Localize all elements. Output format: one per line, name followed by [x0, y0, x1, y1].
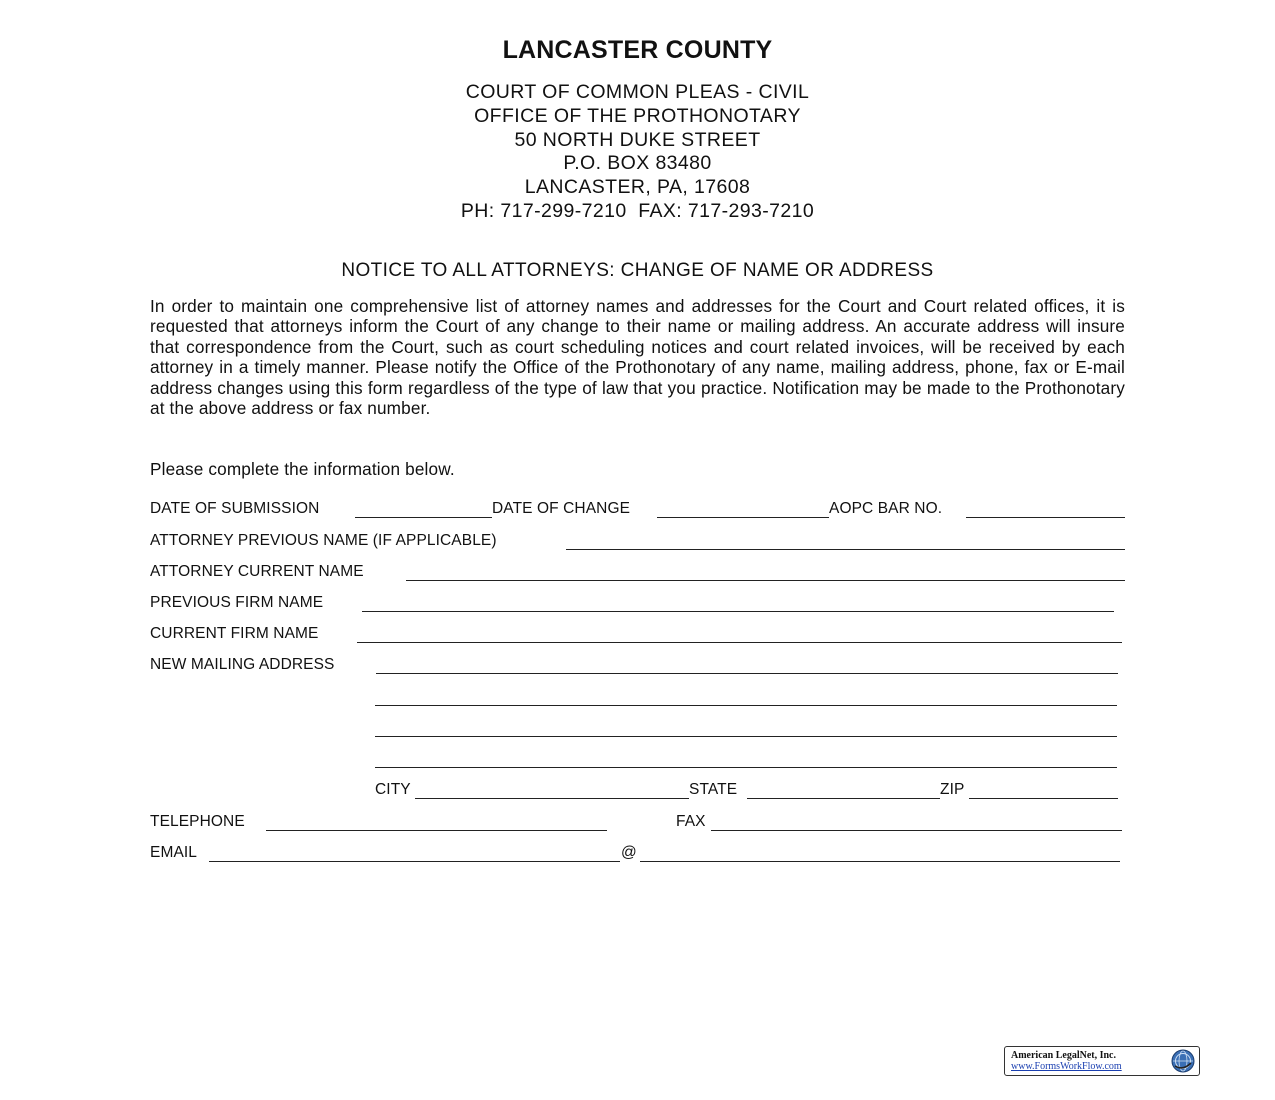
- aopc-bar-no-field[interactable]: [966, 517, 1125, 518]
- city-label: CITY: [375, 781, 411, 798]
- state-label: STATE: [689, 781, 738, 798]
- attorney-current-name-field[interactable]: [406, 580, 1125, 581]
- po-box: P.O. BOX 83480: [563, 152, 712, 175]
- attorney-previous-name-row: [0, 532, 1275, 554]
- fax-field[interactable]: [711, 830, 1122, 831]
- attorney-previous-name-field[interactable]: [566, 549, 1125, 550]
- office-name: OFFICE OF THE PROTHONOTARY: [474, 104, 801, 127]
- new-mailing-address-row: [0, 656, 1275, 678]
- address-line-2-field[interactable]: [375, 705, 1117, 706]
- date-of-submission-label: DATE OF SUBMISSION: [150, 500, 320, 517]
- phone-fax: PH: 717-299-7210 FAX: 717-293-7210: [460, 199, 815, 222]
- american-legalnet-badge[interactable]: [1004, 1046, 1200, 1076]
- dates-row: [0, 500, 1275, 522]
- telephone-label: TELEPHONE: [150, 813, 245, 830]
- badge-company-name: American LegalNet, Inc.: [1011, 1050, 1116, 1061]
- current-firm-name-field[interactable]: [357, 642, 1122, 643]
- county-title: LANCASTER COUNTY: [502, 36, 773, 64]
- attorney-current-name-row: [0, 563, 1275, 585]
- previous-firm-name-field[interactable]: [362, 611, 1114, 612]
- new-mailing-address-label: NEW MAILING ADDRESS: [150, 656, 335, 673]
- fax-label: FAX: [676, 813, 706, 830]
- email-user-field[interactable]: [209, 861, 620, 862]
- zip-field[interactable]: [969, 798, 1118, 799]
- court-name: COURT OF COMMON PLEAS - CIVIL: [465, 81, 810, 103]
- telephone-field[interactable]: [266, 830, 607, 831]
- address-line-4-field[interactable]: [375, 767, 1117, 768]
- city-state-zip-row: [0, 781, 1275, 803]
- email-domain-field[interactable]: [640, 861, 1120, 862]
- address-line-3-row: [0, 719, 1275, 741]
- email-label: EMAIL: [150, 844, 198, 861]
- aopc-bar-no-label: AOPC BAR NO.: [829, 500, 943, 517]
- address-line-3-field[interactable]: [375, 736, 1117, 737]
- court-address-block: [0, 81, 1275, 224]
- email-row: [0, 844, 1275, 866]
- street-address: 50 NORTH DUKE STREET: [514, 128, 761, 151]
- new-mailing-address-field[interactable]: [376, 673, 1118, 674]
- state-field[interactable]: [747, 798, 940, 799]
- notice-paragraph: In order to maintain one comprehensive list of attorney names and addresses for the Court and Court related offices, it is requested that attorneys inform the Court of any change to their name or mailing address. An accurate address will insure that correspondence from the Court, such as court scheduling notices and court related invoices, will be received by each attorney in a timely manner. Please notify the Office of the Prothonotary of any name, mailing address, phone, fax or E-mail address changes using this form regardless of the type of law that you practice. Notification may be made to the Prothonotary at the above address or fax number.: [150, 296, 1125, 419]
- previous-firm-name-label: PREVIOUS FIRM NAME: [150, 594, 324, 611]
- badge-url-link[interactable]: www.FormsWorkFlow.com: [1011, 1061, 1122, 1072]
- attorney-current-name-label: ATTORNEY CURRENT NAME: [150, 563, 364, 580]
- current-firm-name-label: CURRENT FIRM NAME: [150, 625, 319, 642]
- address-line-4-row: [0, 750, 1275, 772]
- date-of-change-label: DATE OF CHANGE: [492, 500, 631, 517]
- city-field[interactable]: [415, 798, 689, 799]
- zip-label: ZIP: [940, 781, 965, 798]
- city-state-zip: LANCASTER, PA, 17608: [524, 176, 751, 199]
- globe-logo-icon: [1171, 1049, 1195, 1073]
- current-firm-name-row: [0, 625, 1275, 647]
- attorney-previous-name-label: ATTORNEY PREVIOUS NAME (IF APPLICABLE): [150, 532, 497, 549]
- address-line-2-row: [0, 688, 1275, 710]
- date-of-change-field[interactable]: [657, 517, 829, 518]
- telephone-fax-row: [0, 813, 1275, 835]
- previous-firm-name-row: [0, 594, 1275, 616]
- instruction-text: Please complete the information below.: [150, 459, 455, 479]
- email-at-sign: @: [621, 844, 637, 861]
- date-of-submission-field[interactable]: [355, 517, 492, 518]
- notice-heading: NOTICE TO ALL ATTORNEYS: CHANGE OF NAME OR ADDRESS: [341, 260, 934, 281]
